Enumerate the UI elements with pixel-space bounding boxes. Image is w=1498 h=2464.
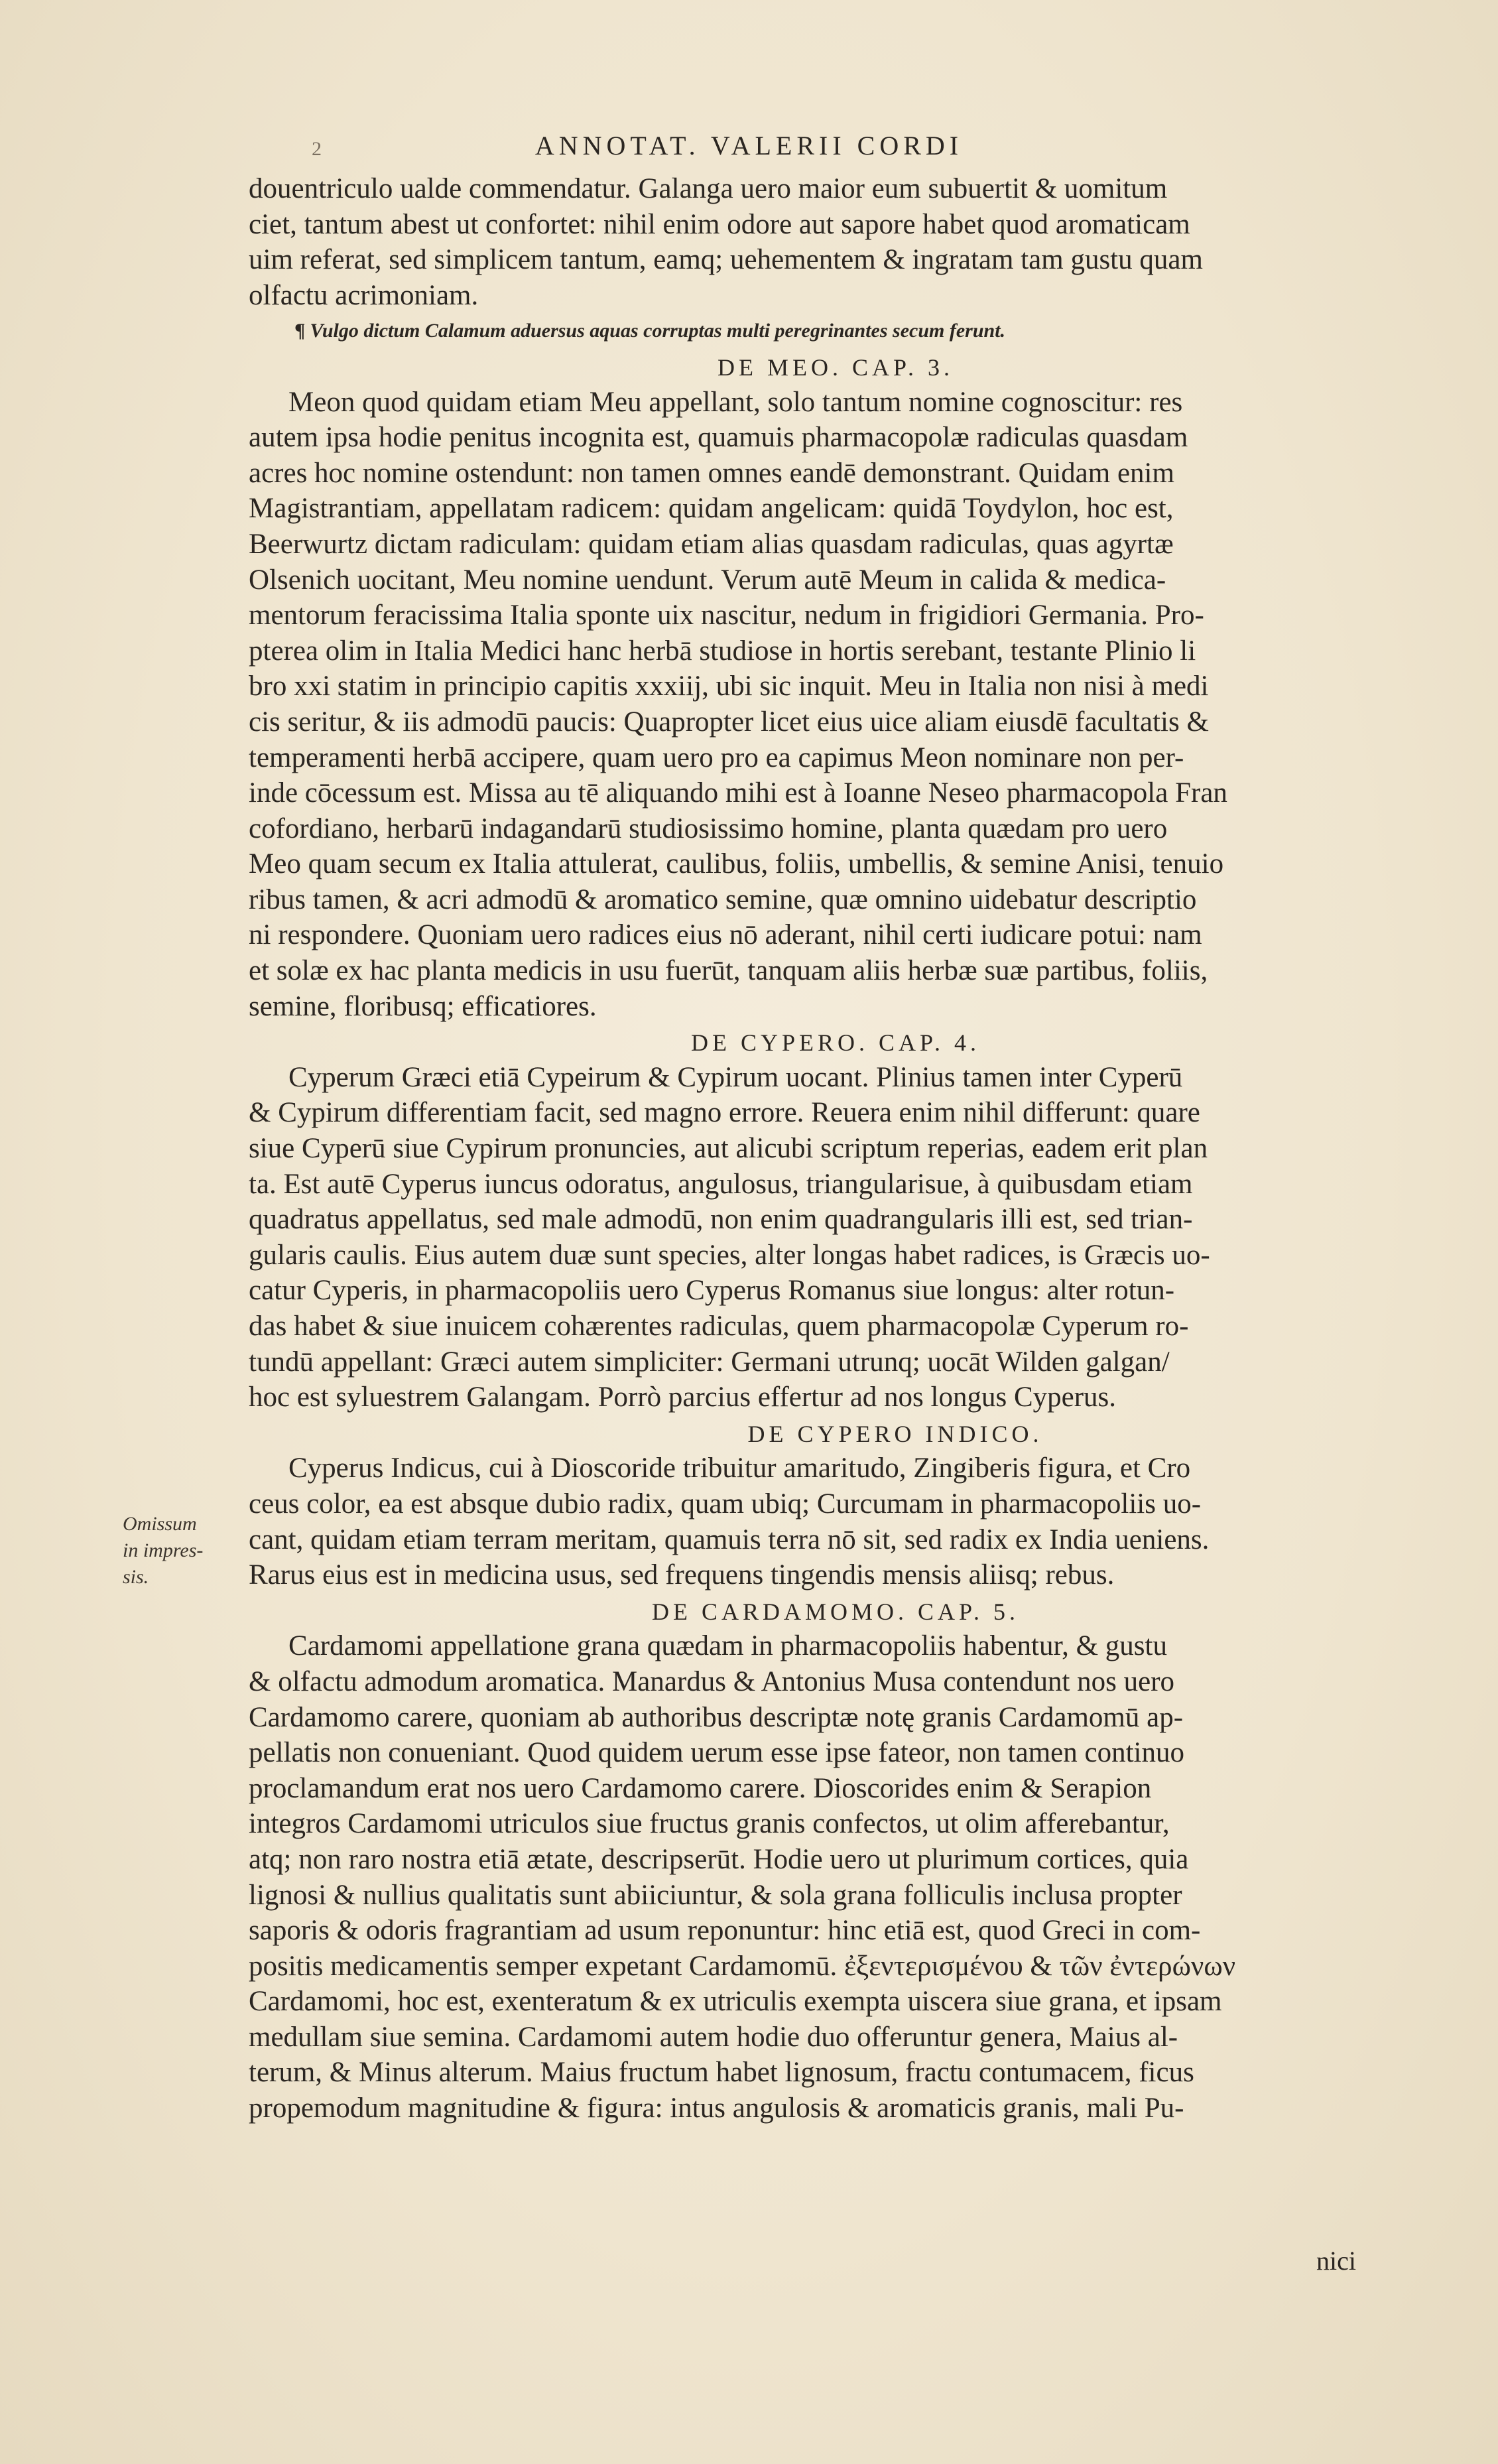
text-line: bro xxi statim in principio capitis xxxiij, ubi sic inquit. Meu in Italia non nisi à medi	[249, 671, 1209, 702]
text-line: Cardamomo carere, quoniam ab authoribus descriptæ notę granis Cardamomū ap-	[249, 1701, 1184, 1733]
text-body	[249, 171, 1422, 2126]
marginal-remark: ¶ Vulgo dictum Calamum aduersus aquas corruptas multi peregrinantes secum ferunt.	[295, 320, 1006, 342]
text-line: ni respondere. Quoniam uero radices eius nō aderant, nihil certi iudicare potui: nam	[249, 919, 1202, 951]
text-line: Cyperum Græci etiā Cypeirum & Cypirum uocant. Plinius tamen inter Cyperū	[288, 1061, 1183, 1093]
margin-note-line: sis.	[123, 1566, 149, 1588]
chapter-heading: DE MEO. CAP. 3.	[717, 354, 954, 381]
text-line: semine, floribusq; efficatiores.	[249, 990, 597, 1022]
text-line: ribus tamen, & acri admodū & aromatico semine, quæ omnino uidebatur descriptio	[249, 883, 1197, 915]
running-head: ANNOTAT. VALERII CORDI	[534, 131, 964, 161]
text-line: Cyperus Indicus, cui à Dioscoride tribuitur amaritudo, Zingiberis figura, et Cro	[288, 1453, 1191, 1484]
text-line: inde cōcessum est. Missa au tē aliquando mihi est à Ioanne Neseo pharmacopola Fran	[249, 777, 1227, 809]
margin-note	[123, 1511, 235, 1590]
text-line: propemodum magnitudine & figura: intus angulosis & aromaticis granis, mali Pu-	[249, 2093, 1184, 2124]
text-line: & Cypirum differentiam facit, sed magno errore. Reuera enim nihil differunt: quare	[249, 1097, 1200, 1129]
text-line: Olsenich uocitant, Meu nomine uendunt. Verum autē Meum in calida & medica-	[249, 564, 1166, 596]
text-line: terum, & Minus alterum. Maius fructum habet lignosum, fractu contumacem, ficus	[249, 2057, 1194, 2089]
text-line: lignosi & nullius qualitatis sunt abiiciuntur, & sola grana folliculis inclusa propter	[249, 1879, 1182, 1911]
text-line: das habet & siue inuicem cohærentes radiculas, quem pharmacopolæ Cyperum ro-	[249, 1311, 1189, 1342]
text-line: proclamandum erat nos uero Cardamomo carere. Dioscorides enim & Serapion	[249, 1772, 1152, 1804]
text-line: integros Cardamomi utriculos siue fructus granis confectos, ut olim afferebantur,	[249, 1808, 1170, 1840]
text-line: quadratus appellatus, sed male admodū, non enim quadrangularis illi est, sed trian-	[249, 1204, 1193, 1236]
text-line: cofordiano, herbarū indagandarū studiosissimo homine, planta quædam pro uero	[249, 812, 1168, 844]
page-marker: 2	[312, 138, 322, 160]
text-line: gularis caulis. Eius autem duæ sunt species, alter longas habet radices, is Græcis uo-	[249, 1239, 1210, 1271]
text-line: ciet, tantum abest ut confortet: nihil enim odore aut sapore habet quod aromaticam	[249, 208, 1190, 240]
text-line: ceus color, ea est absque dubio radix, quam ubiq; Curcumam in pharmacopoliis uo-	[249, 1488, 1202, 1520]
text-line: uim referat, sed simplicem tantum, eamq; uehementem & ingratam tam gustu quam	[249, 244, 1203, 276]
text-line: medullam siue semina. Cardamomi autem hodie duo offeruntur genera, Maius al-	[249, 2021, 1178, 2053]
text-line: atq; non raro nostra etiā ætate, descripserūt. Hodie uero ut plurimum cortices, quia	[249, 1843, 1189, 1875]
margin-note-line: Omissum	[123, 1513, 197, 1535]
chapter-heading: DE CYPERO INDICO.	[747, 1420, 1043, 1447]
chapter-heading: DE CYPERO. CAP. 4.	[690, 1029, 981, 1057]
text-line: & olfactu admodum aromatica. Manardus & Antonius Musa contendunt nos uero	[249, 1665, 1175, 1697]
text-line: Meo quam secum ex Italia attulerat, caulibus, foliis, umbellis, & semine Anisi, tenuio	[249, 848, 1224, 880]
catchword: nici	[1316, 2246, 1356, 2276]
text-line: tundū appellant: Græci autem simpliciter: Germani utrunq; uocāt Wilden galgan/	[249, 1346, 1170, 1378]
text-line: cant, quidam etiam terram meritam, quamuis terra nō sit, sed radix ex India ueniens.	[249, 1524, 1210, 1555]
text-line: douentriculo ualde commendatur. Galanga uero maior eum subuertit & uomitum	[249, 173, 1168, 204]
text-line: autem ipsa hodie penitus incognita est, quamuis pharmacopolæ radiculas quasdam	[249, 422, 1188, 454]
text-line: temperamenti herbā accipere, quam uero pro ea capimus Meon nominare non per-	[249, 742, 1184, 773]
text-line: positis medicamentis semper expetant Cardamomū. ἐξεντερισμένου & τῶν ἐντερώνων	[249, 1950, 1236, 1982]
margin-note-line: in impres-	[123, 1539, 204, 1561]
text-line: Rarus eius est in medicina usus, sed frequens tingendis mensis aliisq; rebus.	[249, 1559, 1115, 1591]
text-line: saporis & odoris fragrantiam ad usum reponuntur: hinc etiā est, quod Greci in com-	[249, 1915, 1201, 1947]
text-line: mentorum feracissima Italia sponte uix nascitur, nedum in frigidiori Germania. Pro-	[249, 600, 1204, 631]
text-line: siue Cyperū siue Cypirum pronuncies, aut alicubi scriptum reperias, eadem erit plan	[249, 1133, 1208, 1165]
text-line: ta. Est autē Cyperus iuncus odoratus, angulosus, triangularisue, à quibusdam etiam	[249, 1168, 1193, 1200]
text-line: cis seritur, & iis admodū paucis: Quapropter licet eius uice aliam eiusdē facultatis &	[249, 706, 1209, 738]
text-line: catur Cyperis, in pharmacopoliis uero Cyperus Romanus siue longus: alter rotun-	[249, 1275, 1175, 1307]
text-line: hoc est syluestrem Galangam. Porrò parcius effertur ad nos longus Cyperus.	[249, 1382, 1117, 1413]
text-line: olfactu acrimoniam.	[249, 279, 479, 311]
text-line: Cardamomi appellatione grana quædam in pharmacopoliis habentur, & gustu	[288, 1630, 1167, 1662]
text-line: Cardamomi, hoc est, exenteratum & ex utriculis exempta uiscera siue grana, et ipsam	[249, 1986, 1222, 2018]
text-line: Beerwurtz dictam radiculam: quidam etiam alias quasdam radiculas, quas agyrtæ	[249, 528, 1174, 560]
text-line: Meon quod quidam etiam Meu appellant, solo tantum nomine cognoscitur: res	[288, 386, 1183, 418]
text-line: Magistrantiam, appellatam radicem: quidam angelicam: quidā Toydylon, hoc est,	[249, 493, 1174, 525]
text-line: acres hoc nomine ostendunt: non tamen omnes eandē demonstrant. Quidam enim	[249, 457, 1174, 489]
chapter-heading: DE CARDAMOMO. CAP. 5.	[651, 1598, 1020, 1625]
text-line: pellatis non conueniant. Quod quidem uerum esse ipse fateor, non tamen continuo	[249, 1737, 1184, 1769]
text-line: et solæ ex hac planta medicis in usu fuerūt, tanquam aliis herbæ suæ partibus, foliis,	[249, 955, 1208, 987]
text-line: pterea olim in Italia Medici hanc herbā studiose in hortis serebant, testante Plinio li	[249, 635, 1196, 667]
